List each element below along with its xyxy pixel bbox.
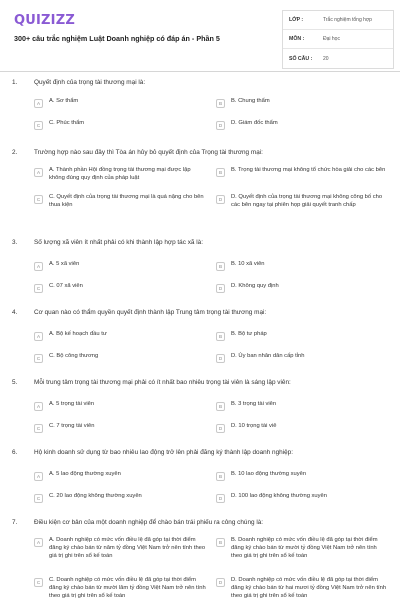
meta-row-count [283,49,393,68]
option-letter: D [216,121,225,130]
option-text: B. Doanh nghiệp có mức vốn điều lệ đã góp tại thời điểm đăng ký chào bán từ mười tỷ đồng Việt Nam trở nên tính theo giá trị ghi trên sổ kế toán [231,537,378,559]
answer-option[interactable] [34,493,210,503]
answer-option[interactable] [34,423,210,433]
question-item [0,149,400,208]
option-letter: C [34,121,43,130]
option-text: C. 20 lao động không thường xuyên [49,493,142,499]
option-letter: C [34,578,43,587]
question-item [0,239,400,291]
answer-option[interactable] [34,261,210,271]
option-text: D. 100 lao động không thường xuyên [231,493,327,499]
question-number: 4. [12,309,18,316]
worksheet-title: 300+ câu trắc nghiệm Luật Doanh nghiệp có đáp án - Phần 5 [14,34,220,43]
meta-table [282,10,394,69]
option-letter: C [34,424,43,433]
option-text: D. Doanh nghiệp có mức vốn điều lệ đã góp tại thời điểm đăng ký chào bán từ hai mươi tỷ đồng Việt Nam trở nên tính theo giá trị ghi trên sổ kế toán [231,577,387,599]
meta-label: MÔN : [289,36,305,42]
option-text: B. 10 xã viên [231,261,265,267]
option-letter: B [216,402,225,411]
answer-option[interactable] [34,577,210,600]
answer-option[interactable] [34,353,210,363]
option-letter: C [34,354,43,363]
answer-option[interactable] [216,98,392,108]
option-text: D. Không quy định [231,283,279,289]
answer-option[interactable] [216,283,392,293]
option-letter: C [34,494,43,503]
answer-option[interactable] [216,423,392,433]
question-item [0,379,400,431]
answer-option[interactable] [216,167,392,177]
answer-option[interactable] [216,353,392,363]
answer-option[interactable] [34,537,210,560]
option-text: C. 07 xã viên [49,283,83,289]
option-letter: A [34,538,43,547]
question-number: 7. [12,519,18,526]
question-item [0,519,400,599]
question-number: 1. [12,79,18,86]
answer-option[interactable] [216,493,392,503]
option-letter: B [216,472,225,481]
option-letter: C [34,195,43,204]
option-text: B. Trọng tài thương mại không tổ chức hòa giải cho các bên [231,167,386,173]
question-number: 5. [12,379,18,386]
question-number: 3. [12,239,18,246]
option-text: C. 7 trọng tài viên [49,423,95,429]
question-number: 2. [12,149,18,156]
option-letter: D [216,354,225,363]
option-letter: B [216,99,225,108]
option-text: A. 5 xã viên [49,261,80,267]
answer-option[interactable] [216,401,392,411]
option-text: C. Bộ công thương [49,353,99,359]
option-text: A. Doanh nghiệp có mức vốn điều lệ đã góp tại thời điểm đăng ký chào bán từ năm tỷ đồng Việt Nam trở nên tính theo giá trị ghi trên sổ kế toán [49,537,206,559]
option-letter: B [216,538,225,547]
option-text: A. Bộ kế hoạch đầu tư [49,331,107,337]
option-letter: C [34,284,43,293]
answer-option[interactable] [34,120,210,130]
answer-option[interactable] [34,283,210,293]
option-text: B. Bộ tư pháp [231,331,267,337]
option-letter: B [216,262,225,271]
option-letter: B [216,332,225,341]
option-text: A. 5 lao động thường xuyên [49,471,121,477]
question-text: Trường hợp nào sau đây thì Tòa án hủy bỏ quyết định của Trọng tài thương mại: [34,149,263,156]
answer-option[interactable] [34,167,210,183]
option-letter: D [216,284,225,293]
meta-label: SỐ CÂU : [289,55,313,62]
answer-option[interactable] [34,401,210,411]
option-text: D. Quyết định của trọng tài thương mại không công bố cho các bên ngay tại phiên họp giải quyết tranh chấp [231,194,383,208]
option-letter: A [34,99,43,108]
answer-option[interactable] [216,331,392,341]
question-number: 6. [12,449,18,456]
meta-value: Trắc nghiệm tổng hợp [323,17,372,23]
question-text: Hộ kinh doanh sử dụng từ bao nhiêu lao động trở lên phải đăng ký thành lập doanh nghiệp: [34,449,293,456]
meta-value: 20 [323,55,329,62]
option-text: A. Thành phần Hội đồng trọng tài thương mại được lập không đúng quy định của pháp luật [49,167,191,181]
meta-row-subject [283,30,393,49]
option-text: B. Chung thẩm [231,98,270,104]
answer-option[interactable] [34,98,210,108]
option-text: A. 5 trọng tài viên [49,401,95,407]
option-letter: A [34,262,43,271]
quizizz-logo[interactable]: QUIZIZZ [14,13,75,28]
meta-value: Đại học [323,36,340,42]
worksheet-header [0,0,400,80]
option-text: C. Phúc thẩm [49,120,85,126]
meta-row-class [283,11,393,30]
answer-option[interactable] [216,261,392,271]
option-text: B. 3 trọng tài viên [231,401,277,407]
option-text: C. Doanh nghiệp có mức vốn điều lệ đã góp tại thời điểm đăng ký chào bán từ mười lăm tỷ đồng Việt Nam trở nên tính theo giá trị ghi trên sổ kế toán [49,577,206,599]
answer-option[interactable] [216,471,392,481]
meta-label: LỚP : [289,17,304,23]
option-letter: A [34,472,43,481]
answer-option[interactable] [34,471,210,481]
option-text: D. Ủy ban nhân dân cấp tỉnh [231,353,305,359]
answer-option[interactable] [216,537,392,560]
option-text: C. Quyết định của trọng tài thương mại là quá nặng cho bên thua kiện [49,194,204,208]
option-letter: A [34,168,43,177]
option-letter: B [216,168,225,177]
option-text: D. Giám đốc thẩm [231,120,278,126]
answer-option[interactable] [216,194,392,210]
question-text: Cơ quan nào có thẩm quyền quyết định thành lập Trung tâm trọng tài thương mại: [34,309,267,316]
option-letter: D [216,195,225,204]
option-letter: D [216,494,225,503]
header-divider [0,71,400,72]
answer-option[interactable] [216,120,392,130]
question-text: Số lượng xã viên ít nhất phải có khi thành lập hợp tác xã là: [34,239,203,246]
question-text: Mỗi trung tâm trọng tài thương mại phải có ít nhất bao nhiêu trọng tài viên là sáng lập viên: [34,379,291,386]
question-item [0,449,400,501]
question-text: Điều kiện cơ bản của một doanh nghiệp để chào bán trái phiếu ra công chúng là: [34,519,264,526]
option-letter: D [216,578,225,587]
option-text: B. 10 lao động thường xuyên [231,471,307,477]
option-letter: D [216,424,225,433]
option-text: A. Sơ thẩm [49,98,79,104]
question-item [0,79,400,128]
option-letter: A [34,402,43,411]
answer-option[interactable] [34,194,210,210]
option-letter: A [34,332,43,341]
question-item [0,309,400,361]
answer-option[interactable] [216,577,392,600]
answer-option[interactable] [34,331,210,341]
question-text: Quyết định của trọng tài thương mại là: [34,79,146,86]
option-text: D. 10 trọng tài viê [231,423,277,429]
